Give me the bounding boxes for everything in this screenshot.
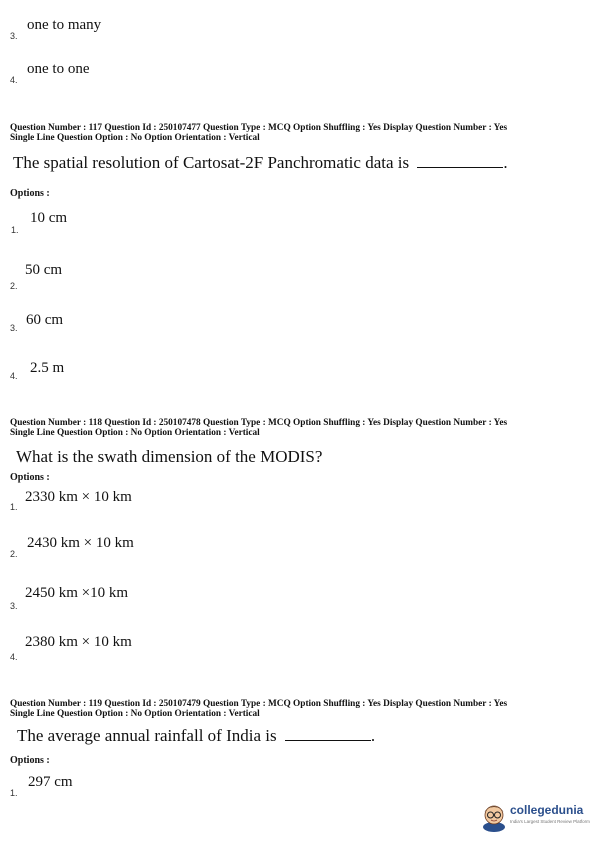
option-number: 1.: [11, 225, 19, 235]
options-label: Options :: [10, 755, 50, 766]
option-number: 2.: [10, 281, 18, 291]
answer-blank: [417, 167, 503, 168]
option-number: 4.: [10, 371, 18, 381]
collegedunia-logo: [480, 800, 590, 832]
option-number: 1.: [10, 502, 18, 512]
option-text: 2450 km ×10 km: [25, 585, 129, 601]
question-text: The average annual rainfall of India is .: [17, 726, 376, 745]
option-text: 50 cm: [25, 262, 63, 278]
option-text: 2430 km × 10 km: [27, 535, 134, 551]
option-text: 2380 km × 10 km: [25, 634, 132, 650]
options-label: Options :: [10, 472, 50, 483]
option-text: 10 cm: [30, 210, 68, 226]
answer-blank: [285, 740, 371, 741]
option-number: 3.: [10, 601, 18, 611]
student-mascot-icon: [480, 800, 508, 832]
option-number: 3.: [10, 323, 18, 333]
question-meta: Question Number : 118 Question Id : 250107478 Question Type : MCQ Option Shuffling : Yes Display Question Number : Yes Single Line Question Option : No Option Orientation : Vertical: [10, 418, 508, 438]
option-text: one to many: [27, 17, 102, 33]
logo-tagline: India's Largest Student Review Platform: [510, 819, 590, 824]
option-text: 2.5 m: [30, 360, 65, 376]
option-text: one to one: [27, 61, 90, 77]
option-number: 2.: [10, 549, 18, 559]
question-meta: Question Number : 117 Question Id : 250107477 Question Type : MCQ Option Shuffling : Yes Display Question Number : Yes Single Line Question Option : No Option Orientation : Vertical: [10, 123, 508, 143]
options-label: Options :: [10, 188, 50, 199]
logo-name: collegedunia: [510, 803, 584, 817]
option-number: 1.: [10, 788, 18, 798]
question-text: What is the swath dimension of the MODIS?: [16, 447, 323, 466]
option-number: 4.: [10, 652, 18, 662]
option-number: 4.: [10, 75, 18, 85]
option-number: 3.: [10, 31, 18, 41]
option-text: 297 cm: [28, 774, 73, 790]
question-text: The spatial resolution of Cartosat-2F Panchromatic data is .: [13, 153, 508, 172]
question-meta: Question Number : 119 Question Id : 250107479 Question Type : MCQ Option Shuffling : Yes Display Question Number : Yes Single Line Question Option : No Option Orientation : Vertical: [10, 699, 508, 719]
option-text: 2330 km × 10 km: [25, 489, 132, 505]
option-text: 60 cm: [26, 312, 64, 328]
